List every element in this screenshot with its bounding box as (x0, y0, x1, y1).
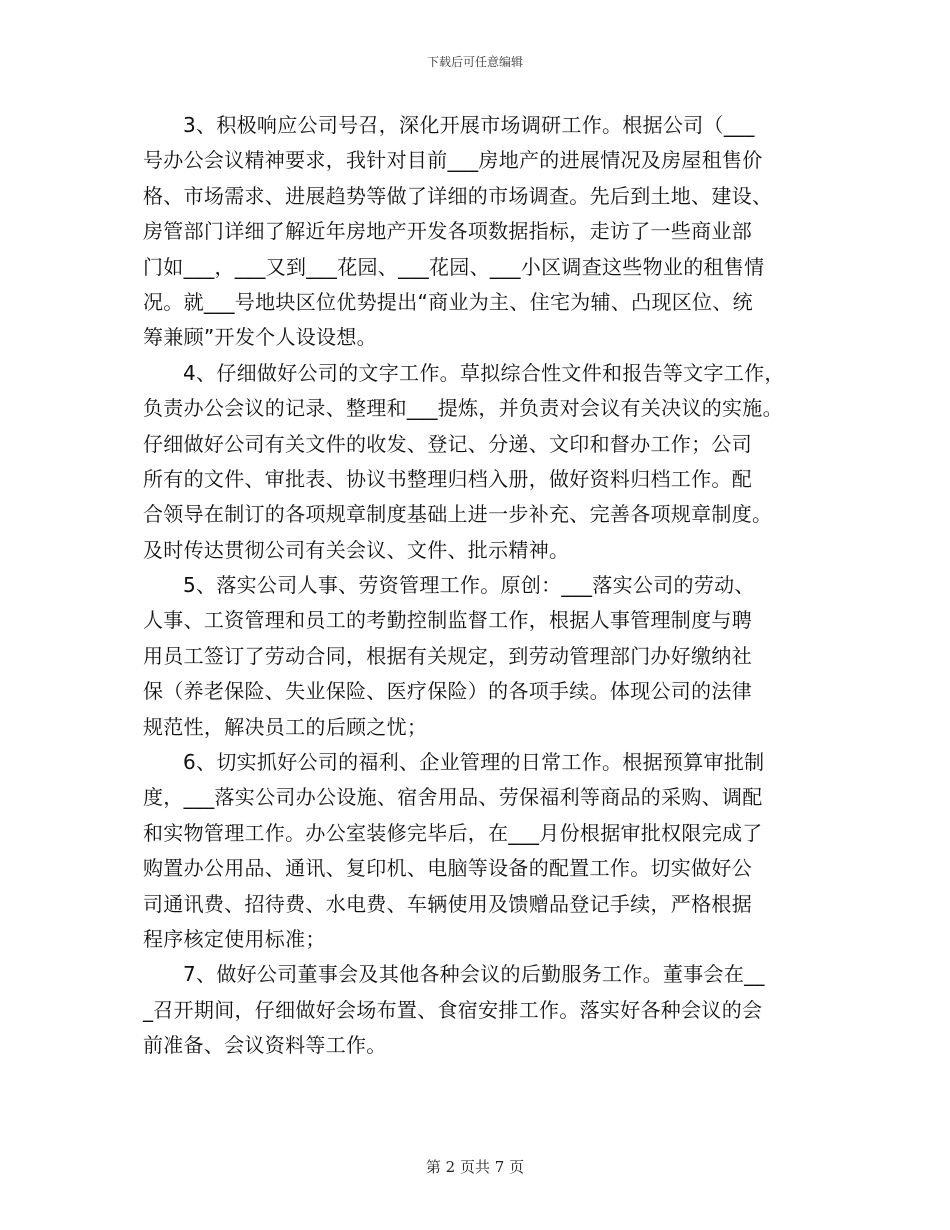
text-line: 规范性，解决员工的后顾之忧； (143, 714, 428, 739)
page-header: 下载后可任意编辑 (426, 55, 523, 69)
text-line: 况。就___号地块区位优势提出“商业为主、住宅为辅、凸现区位、统 (143, 289, 753, 314)
text-line: 门如___，___又到___花园、___花园、___小区调查这些物业的租售情 (143, 254, 765, 279)
text-line: 3、积极响应公司号召，深化开展市场调研工作。根据公司（___ (183, 113, 755, 137)
text-line: 用员工签订了劳动合同，根据有关规定，到劳动管理部门办好缴纳社 (143, 643, 752, 668)
text-line: 7、做好公司董事会及其他各种会议的后勤服务工作。董事会在__ (183, 962, 765, 987)
paragraph-6 (143, 745, 823, 957)
text-line: 号办公会议精神要求，我针对目前___房地产的进展情况及房屋租售价 (143, 148, 763, 173)
text-line: 负责办公会议的记录、整理和___提炼，并负责对会议有关决议的实施。 (143, 396, 783, 421)
text-line: 度，___落实公司办公设施、宿舍用品、劳保福利等商品的采购、调配 (143, 785, 763, 810)
text-line: 筹兼顾”开发个人设设想。 (143, 325, 377, 350)
text-line: 合领导在制订的各项规章制度基础上进一步补充、完善各项规章制度。 (143, 502, 773, 527)
text-line: 格、市场需求、进展趋势等做了详细的市场调查。先后到土地、建设、 (143, 183, 773, 208)
text-line: 及时传达贯彻公司有关会议、文件、批示精神。 (143, 537, 570, 562)
text-line: 5、落实公司人事、劳资管理工作。原创：___落实公司的劳动、 (183, 573, 755, 598)
text-line: 房管部门详细了解近年房地产开发各项数据指标，走访了一些商业部 (143, 219, 752, 244)
page-number: 第 2 页共 7 页 (425, 1158, 525, 1176)
paragraph-3 (143, 108, 823, 356)
text-line: 仔细做好公司有关文件的收发、登记、分递、文印和督办工作；公司 (143, 431, 752, 456)
paragraph-5 (143, 568, 823, 745)
text-line: 购置办公用品、通讯、复印机、电脑等设备的配置工作。切实做好公 (143, 856, 752, 881)
text-line: 6、切实抓好公司的福利、企业管理的日常工作。根据预算审批制 (183, 750, 765, 775)
document-body (143, 108, 823, 1064)
text-line: 保（养老保险、失业保险、医疗保险）的各项手续。体现公司的法律 (143, 679, 752, 704)
text-line: 4、仔细做好公司的文字工作。草拟综合性文件和报告等文字工作， (183, 360, 785, 385)
text-line: _召开期间，仔细做好会场布置、食宿安排工作。落实好各种会议的会 (143, 997, 763, 1022)
text-line: 和实物管理工作。办公室装修完毕后，在___月份根据审批权限完成了 (143, 820, 763, 845)
text-line: 前准备、会议资料等工作。 (143, 1033, 387, 1058)
text-line: 程序核定使用标准； (143, 926, 326, 951)
text-line: 人事、工资管理和员工的考勤控制监督工作，根据人事管理制度与聘 (143, 608, 752, 633)
paragraph-4 (143, 356, 823, 568)
text-line: 司通讯费、招待费、水电费、车辆使用及馈赠品登记手续，严格根据 (143, 891, 752, 916)
paragraph-7 (143, 957, 823, 1063)
text-line: 所有的文件、审批表、协议书整理归档入册，做好资料归档工作。配 (143, 466, 752, 491)
